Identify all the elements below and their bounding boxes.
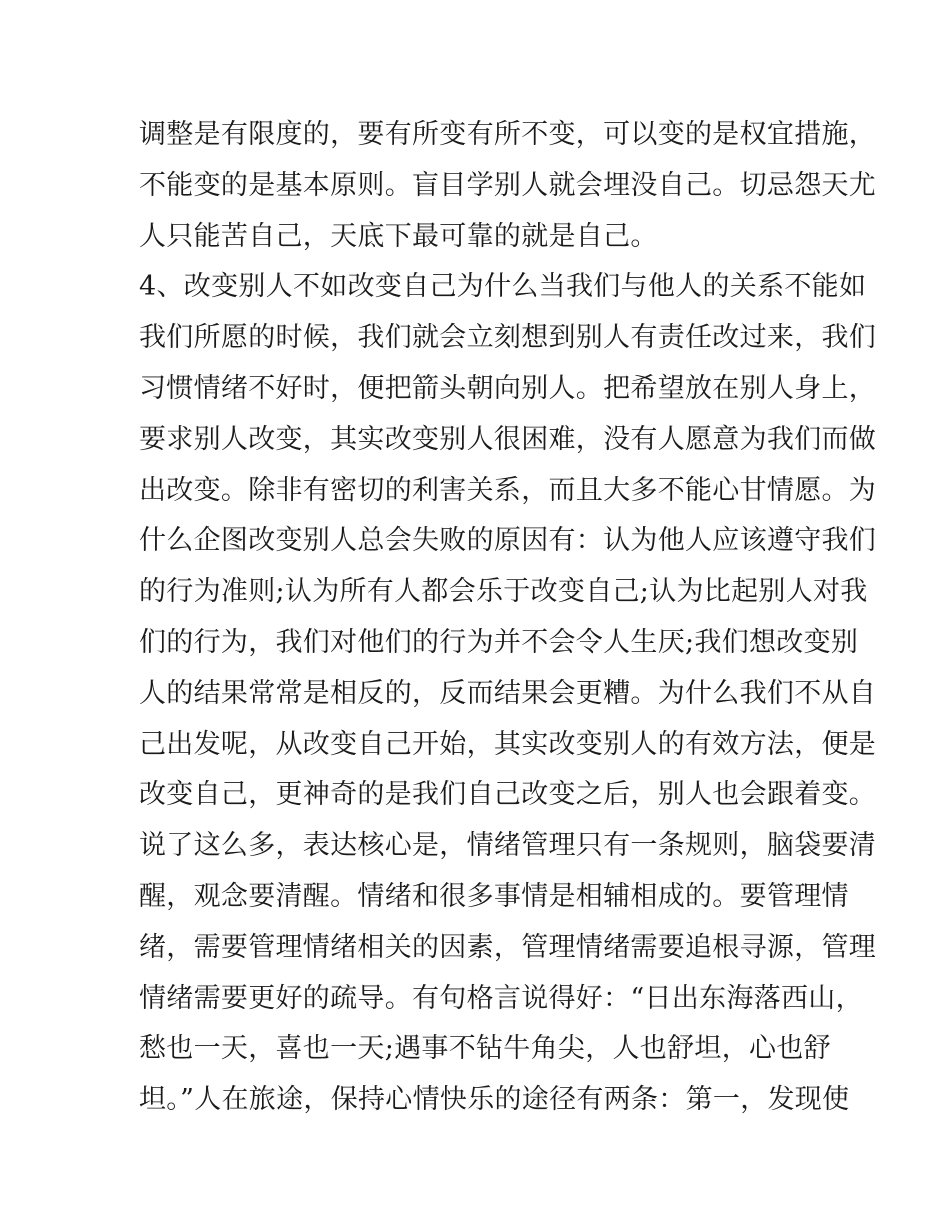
text-line: 出改变。除非有密切的利害关系，而且大多不能心甘情愿。为 (139, 474, 877, 506)
text-line: 不能变的是基本原则。盲目学别人就会埋没自己。切忌怨天尤 (139, 169, 877, 201)
text-line: 醒，观念要清醒。情绪和很多事情是相辅相成的。要管理情 (139, 880, 849, 912)
text-line: 绪，需要管理情绪相关的因素，管理情绪需要追根寻源，管理 (139, 931, 877, 963)
text-line: 人的结果常常是相反的，反而结果会更糟。为什么我们不从自 (139, 677, 877, 709)
text-line: 愁也一天，喜也一天;遇事不钻牛角尖，人也舒坦，心也舒 (139, 1033, 831, 1065)
text-line: 4、改变别人不如改变自己为什么当我们与他人的关系不能如 (139, 271, 867, 303)
text-line: 我们所愿的时候，我们就会立刻想到别人有责任改过来，我们 (139, 322, 877, 354)
text-line: 什么企图改变别人总会失败的原因有：认为他人应该遵守我们 (139, 525, 877, 557)
text-line: 说了这么多，表达核心是，情绪管理只有一条规则，脑袋要清 (139, 830, 877, 862)
text-line: 们的行为，我们对他们的行为并不会令人生厌;我们想改变别 (139, 626, 859, 658)
body-text (139, 110, 877, 1126)
text-line: 习惯情绪不好时，便把箭头朝向别人。把希望放在别人身上， (139, 372, 877, 404)
text-line: 坦。”人在旅途，保持心情快乐的途径有两条：第一，发现使 (139, 1084, 850, 1116)
text-line: 要求别人改变，其实改变别人很困难，没有人愿意为我们而做 (139, 423, 877, 455)
text-line: 人只能苦自己，天底下最可靠的就是自己。 (139, 220, 658, 252)
text-line: 情绪需要更好的疏导。有句格言说得好：“日出东海落西山， (139, 982, 863, 1014)
text-line: 的行为准则;认为所有人都会乐于改变自己;认为比起别人对我 (139, 576, 868, 608)
text-line: 己出发呢，从改变自己开始，其实改变别人的有效方法，便是 (139, 728, 877, 760)
text-line: 改变自己，更神奇的是我们自己改变之后，别人也会跟着变。 (139, 779, 877, 811)
text-line: 调整是有限度的，要有所变有所不变，可以变的是权宜措施， (139, 119, 877, 150)
